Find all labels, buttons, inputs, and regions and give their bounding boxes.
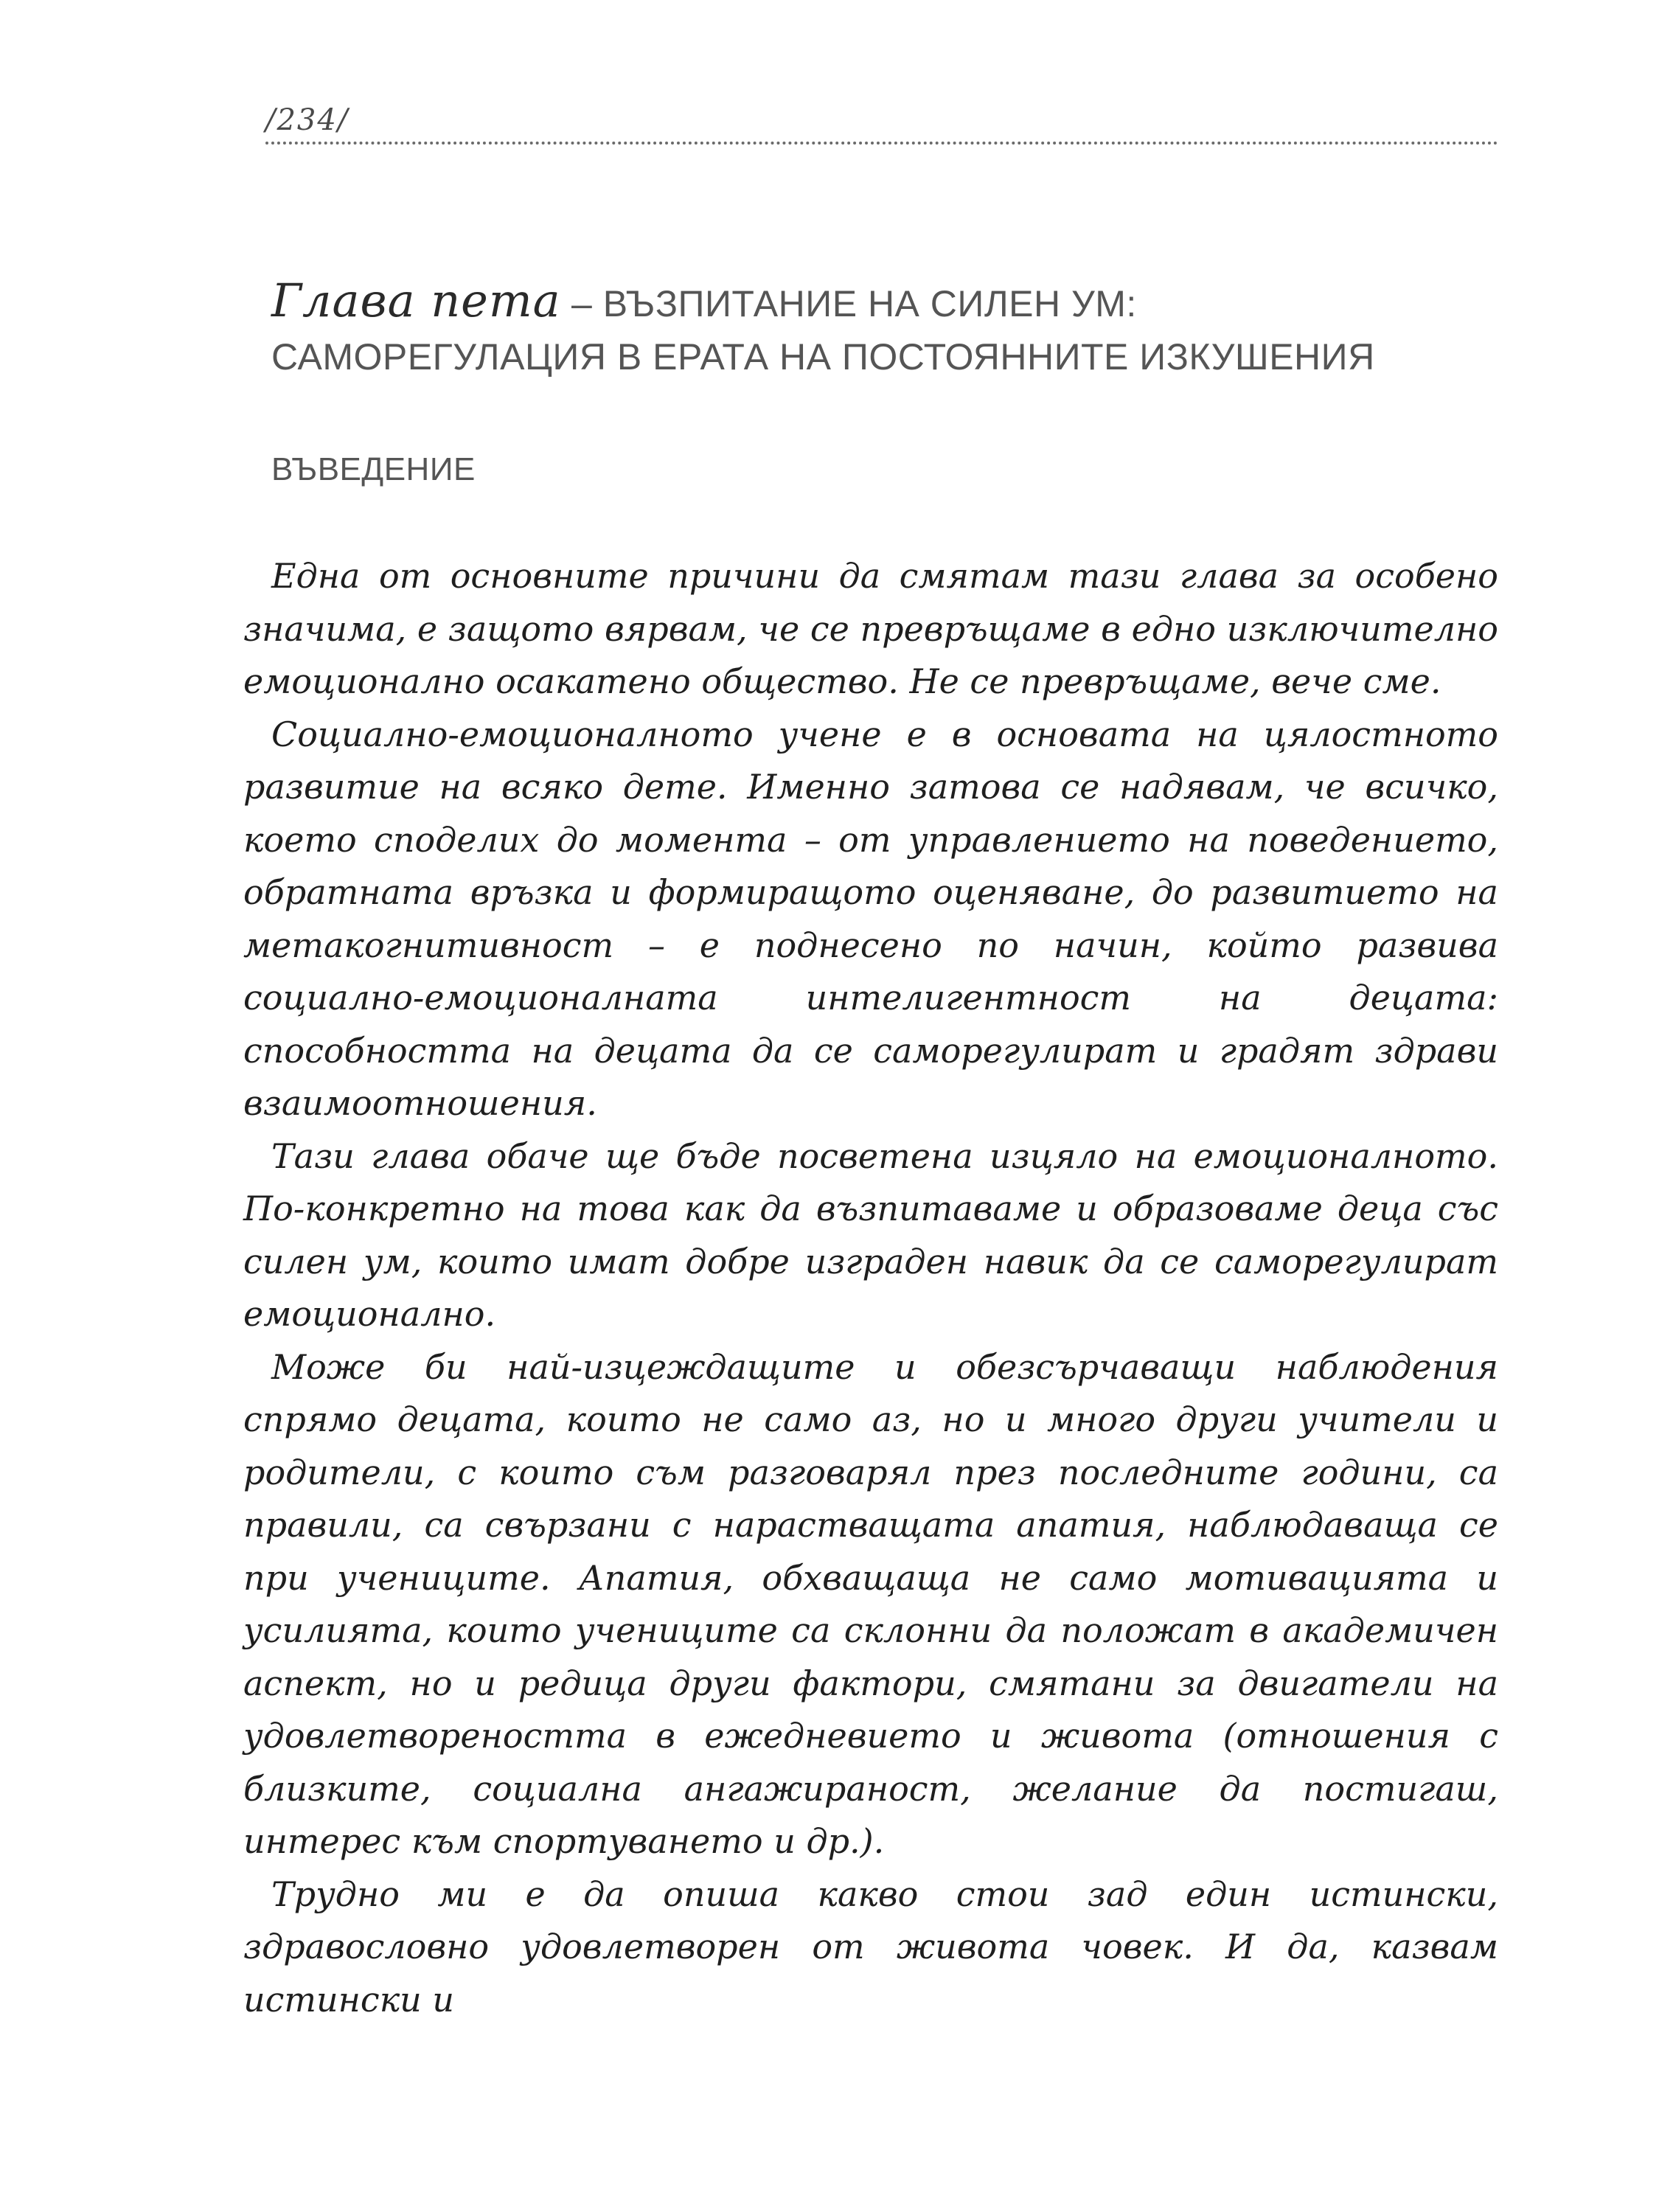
page-number: /234/ xyxy=(265,103,349,137)
section-title: ВЪВЕДЕНИЕ xyxy=(271,451,476,487)
chapter-label: Глава пета xyxy=(271,274,561,327)
chapter-heading-line-1 xyxy=(271,274,1525,330)
chapter-title-part-2: САМОРЕГУЛАЦИЯ В ЕРАТА НА ПОСТОЯННИТЕ ИЗКУШЕНИЯ xyxy=(271,336,1375,378)
paragraph: Тази глава обаче ще бъде посветена изцяло на емоционалното. По-конкретно на това как да възпитаваме и образоваме деца със силен ум, които имат добре изграден навик да се саморегулират емоционално. xyxy=(243,1135,1498,1334)
paragraph: Трудно ми е да опиша какво стои зад един истински, здравословно удовлетворен от живота човек. И да, казвам истински и xyxy=(243,1874,1498,2020)
paragraph: Може би най-изцеждащите и обезсърчаващи наблюдения спрямо децата, които не само аз, но и много други учители и родители, с които съм разговарял през последните години, са правили, са свързани с нарастващата апатия, наблюдаваща се при учениците. Апатия, обхващаща не само мотивацията и усилията, които учениците са склонни да положат в академичен аспект, но и редица други фактори, смятани за двигатели на удовлетвореността в ежедневието и живота (отношения с близките, социална ангажираност, желание да постигаш, интерес към спортуването и др.). xyxy=(243,1346,1498,1861)
dotted-divider xyxy=(265,142,1498,145)
chapter-heading xyxy=(271,274,1525,383)
page-header xyxy=(265,103,1498,147)
chapter-title-part-1: – ВЪЗПИТАНИЕ НА СИЛЕН УМ: xyxy=(560,283,1137,324)
paragraph: Една от основните причини да смятам тази глава за особено значима, е защото вярвам, че се превръщаме в едно изключително емоционално осакатено общество. Не се превръщаме, вече сме. xyxy=(243,556,1498,701)
body-text xyxy=(243,550,1498,2026)
paragraph: Социално-емоционалното учене е в основата на цялостното развитие на всяко дете. Именно затова се надявам, че всичко, което споделих до момента – от управлението на поведението, обратната връзка и формиращото оценяване, до развитието на метакогнитивност – е поднесено по начин, който развива социално-емоционалната интелигентност на децата: способността на децата да се саморегулират и градят здрави взаимоотношения. xyxy=(243,714,1498,1123)
